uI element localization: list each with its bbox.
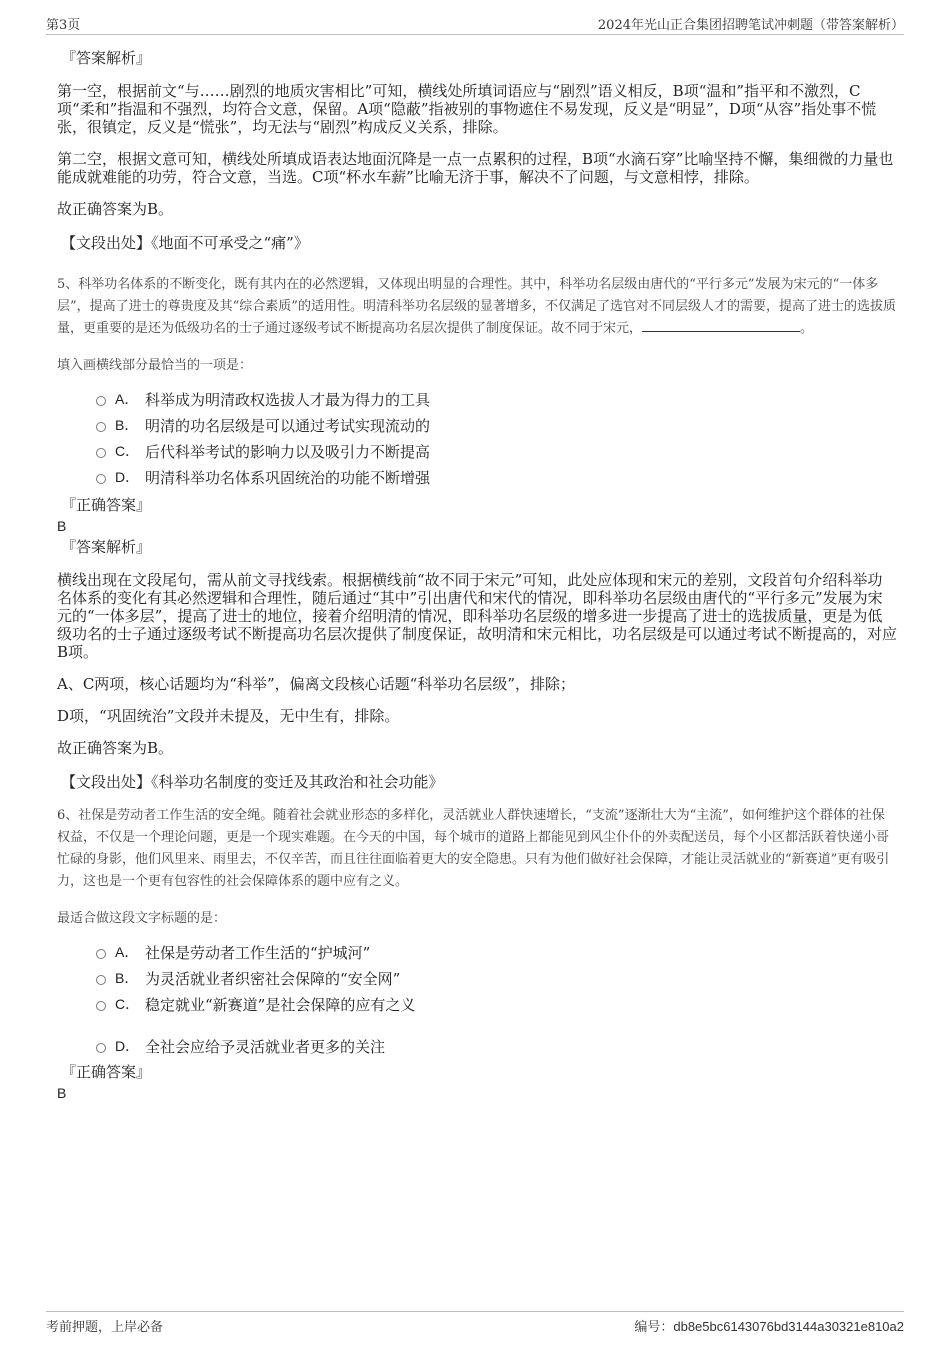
analysis-paragraph: 横线出现在文段尾句，需从前文寻找线索。根据横线前“故不同于宋元”可知，此处应体现和宋元的差别，文段首句介绍科举功名体系的变化有其必然逻辑和合理性，随后通过“其中”引出唐代和宋代的情况，即科举功名层级由唐代的“平行多元”发展为宋元的“一体多层”，提高了进士的地位，接着介绍明清的情况，即科举功名层级的增多进一步提高了进士的选拔质量，更是为低级功名的士子通过逐级考试不断提高功名层次提供了制度保证，故明清和宋元相比，功名层级是可以通过考试不断提高的，对应B项。	[57, 571, 898, 661]
question-prompt: 最适合做这段文字标题的是：	[57, 911, 227, 926]
question-5	[57, 274, 897, 791]
radio-icon[interactable]	[96, 396, 106, 406]
document-title: 2024年光山正合集团招聘笔试冲刺题（带答案解析）	[597, 18, 904, 33]
page-content	[57, 44, 897, 1102]
analysis-paragraph: D项，“巩固统治”文段并未提及，无中生有，排除。	[57, 707, 400, 725]
source-citation: 【文段出处】《地面不可承受之“痛”》	[61, 234, 309, 252]
page-number: 第3页	[46, 18, 81, 33]
option-b[interactable]: B． 明清的功名层级是可以通过考试实现流动的	[57, 413, 897, 439]
radio-icon[interactable]	[96, 474, 106, 484]
radio-icon[interactable]	[96, 448, 106, 458]
analysis-paragraph: A、C两项，核心话题均为“科举”，偏离文段核心话题“科举功名层级”，排除；	[57, 675, 575, 693]
correct-answer-label: 『正确答案』	[61, 496, 152, 514]
question-stem: 5、科举功名体系的不断变化，既有其内在的必然逻辑，又体现出明显的合理性。其中，科举功名层级由唐代的“平行多元”发展为宋元的“一体多层”，提高了进士的尊贵度及其“综合素质”的适用性。明清科举功名层级的显著增多，不仅满足了选官对不同层级人才的需要，提高了进士的选拔质量，更重要的是还为低级功名的士子通过逐级考试不断提高功名层次提供了制度保证。故不同于宋元， 。	[57, 277, 896, 336]
radio-icon[interactable]	[96, 1001, 106, 1011]
answer-blank	[642, 319, 800, 332]
correct-answer-label: 『正确答案』	[61, 1063, 152, 1081]
question-6	[57, 805, 897, 1102]
page-header	[46, 12, 904, 35]
options-list	[57, 387, 897, 491]
document-code: 编号：db8e5bc6143076bd3144a30321e810a2	[634, 1319, 904, 1335]
conclusion: 故正确答案为B。	[57, 739, 174, 757]
radio-icon[interactable]	[96, 1043, 106, 1053]
option-a[interactable]: A． 科举成为明清政权选拔人才最为得力的工具	[57, 387, 897, 413]
source-citation: 【文段出处】《科举功名制度的变迁及其政治和社会功能》	[61, 773, 444, 791]
option-c[interactable]: C． 后代科举考试的影响力以及吸引力不断提高	[57, 439, 897, 465]
analysis-paragraph: 第二空，根据文意可知，横线处所填成语表达地面沉降是一点一点累积的过程，B项“水滴石穿”比喻坚持不懈，集细微的力量也能成就难能的功劳，符合文意，当选。C项“杯水车薪”比喻无济于事，解决不了问题，与文意相悖，排除。	[57, 150, 894, 186]
footer-slogan: 考前押题，上岸必备	[46, 1320, 164, 1335]
option-d[interactable]: D． 全社会应给予灵活就业者更多的关注	[57, 1034, 897, 1060]
option-a[interactable]: A． 社保是劳动者工作生活的“护城河”	[57, 940, 897, 966]
options-list	[57, 940, 897, 1060]
radio-icon[interactable]	[96, 975, 106, 985]
option-c[interactable]: C． 稳定就业“新赛道”是社会保障的应有之义	[57, 992, 897, 1018]
conclusion: 故正确答案为B。	[57, 200, 174, 218]
correct-answer: B	[57, 518, 67, 534]
option-d[interactable]: D． 明清科举功名体系巩固统治的功能不断增强	[57, 465, 897, 491]
page-footer	[46, 1311, 904, 1334]
correct-answer: B	[57, 1085, 67, 1101]
question-prompt: 填入画横线部分最恰当的一项是：	[57, 358, 253, 373]
question-stem: 6、社保是劳动者工作生活的安全绳。随着社会就业形态的多样化，灵活就业人群快速增长，“支流”逐渐壮大为“主流”，如何维护这个群体的社保权益，不仅是一个理论问题，更是一个现实难题。在今天的中国，每个城市的道路上都能见到风尘仆仆的外卖配送员，每个小区都活跃着快递小哥忙碌的身影，他们风里来、雨里去，不仅辛苦，而且往往面临着更大的安全隐患。只有为他们做好社会保障，才能让灵活就业的“新赛道”更有吸引力，这也是一个更有包容性的社会保障体系的题中应有之义。	[57, 808, 890, 889]
radio-icon[interactable]	[96, 949, 106, 959]
analysis-paragraph: 第一空，根据前文“与……剧烈的地质灾害相比”可知，横线处所填词语应与“剧烈”语义相反，B项“温和”指平和不激烈，C项“柔和”指温和不强烈，均符合文意，保留。A项“隐蔽”指被别的事物遮住不易发现，反义是“明显”，D项“从容”指处事不慌张，很镇定，反义是“慌张”，均无法与“剧烈”构成反义关系，排除。	[57, 82, 877, 136]
radio-icon[interactable]	[96, 422, 106, 432]
option-b[interactable]: B． 为灵活就业者织密社会保障的“安全网”	[57, 966, 897, 992]
analysis-label: 『答案解析』	[61, 49, 152, 67]
analysis-label: 『答案解析』	[61, 538, 152, 556]
